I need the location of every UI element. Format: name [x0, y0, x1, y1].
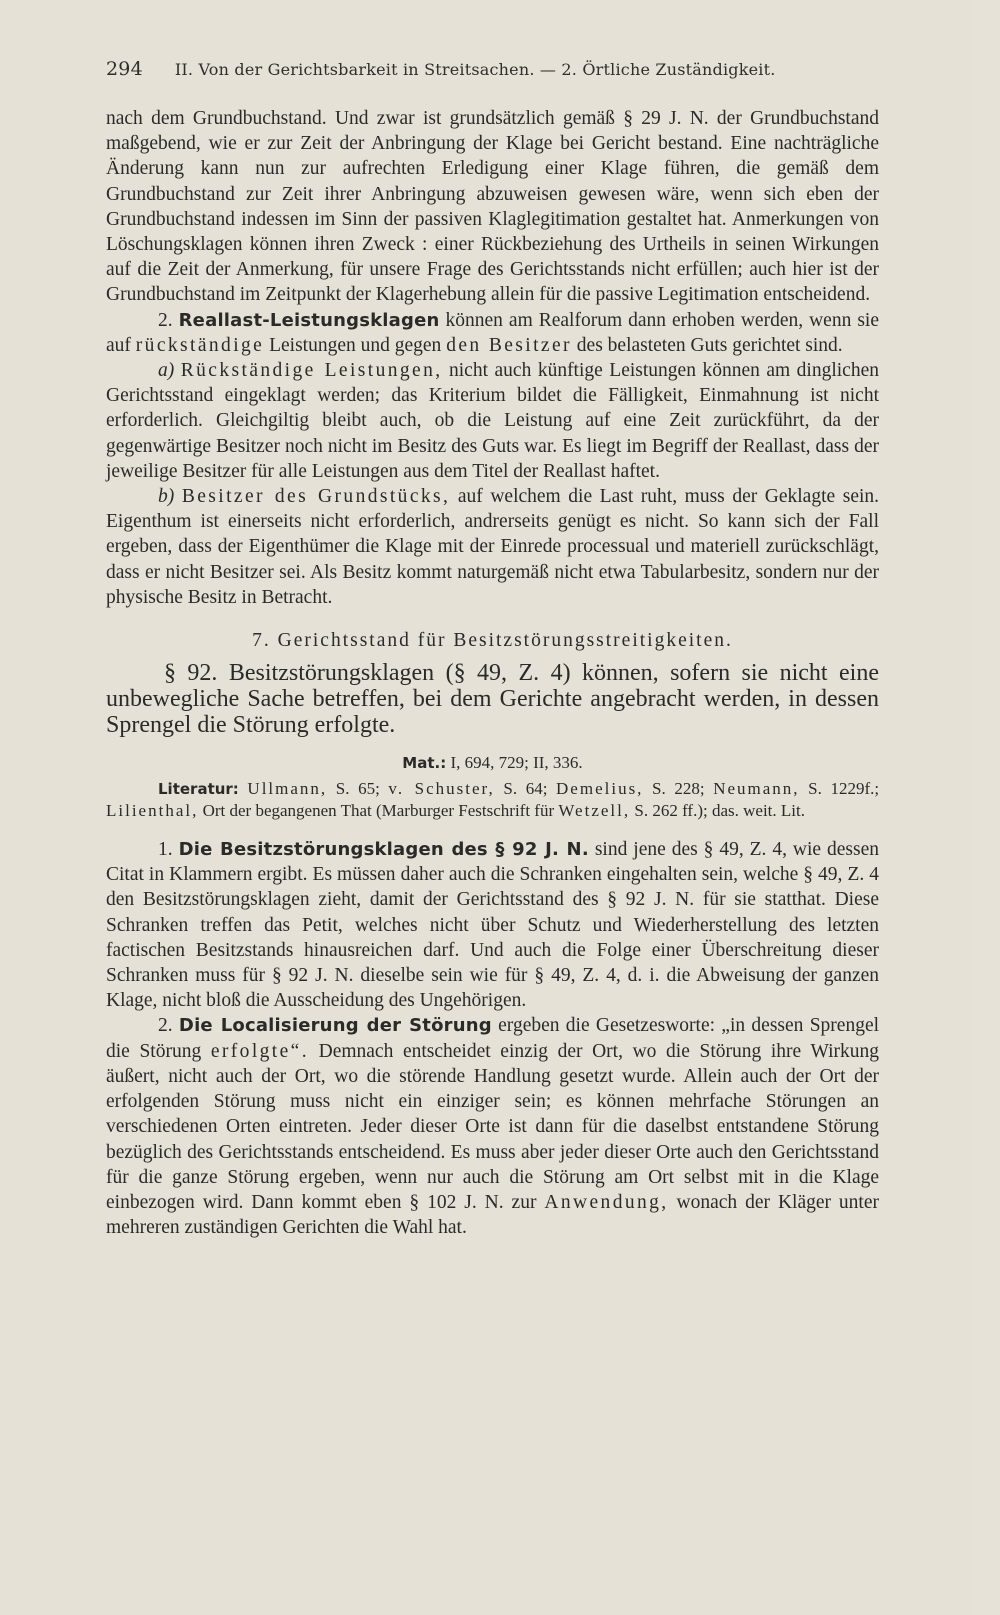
text-block-upper	[106, 106, 879, 610]
item-number: 1.	[158, 839, 173, 861]
paragraph-reallast: 2. Reallast-Leistungsklagen können am Realforum dann erhoben werden, wenn sie auf rückständige Leistungen und gegen den Besitzer des belasteten Guts gerichtet sind.	[106, 309, 879, 356]
paragraph-besitzstoerungsklagen: 1. Die Besitzstörungsklagen des § 92 J. N. sind jene des § 49, Z. 4, wie dessen Citat in Klammern ergibt. Es müssen daher auch die Schranken eingehalten sein, welche § 49, Z. 4 den Besitzstörungsklagen zieht, damit der Gerichtsstand des § 92 J. N. für sie statthat. Diese Schranken treffen das Petit, welches nicht über Schutz und Wiederherstellung des letzten factischen Besitzstands hinausreichen darf. Und auch die Folge einer Überschreitung dieser Schranken muss für § 92 J. N. dieselbe sein wie für § 49, Z. 4, d. i. die Abweisung der ganzen Klage, nicht bloß die Ausscheidung des Ungehörigen.	[106, 839, 880, 1012]
paragraph-localisierung: 2. Die Localisierung der Störung ergeben die Gesetzesworte: „in dessen Sprengel die Störung erfolgte“. Demnach entscheidet einzig der Ort, wo die Störung ihre Wirkung äußert, nicht auch der Ort, wo die störende Handlung gesetzt wurde. Allein auch der Ort der erfolgenden Störung muss nicht ein einziger sein; es können mehrfache Störungen an verschiedenen Orten eintreten. Jeder dieser Orte ist dann für die daselbst entstandene Störung bezüglich des Gerichtsstands entscheidend. Es muss aber jeder dieser Orte auch den Gerichtsstand für die ganze Störung ergeben, wenn nur auch die Störung am Ort selbst mit in die Klage einbezogen wird. Dann kommt eben § 102 J. N. zur Anwendung, wonach der Kläger unter mehreren zuständigen Gerichten die Wahl hat.	[106, 1015, 880, 1239]
text-block-lower	[106, 837, 879, 1240]
item-heading: Die Besitzstörungsklagen des § 92 J. N.	[178, 839, 589, 861]
literature-reference: Literatur: Ullmann, S. 65; v. Schuster, S. 64; Demelius, S. 228; Neumann, S. 1229f.; Lilienthal, Ort der begangenen That (Marburger Festschrift für Wetzell, S. 262 ff.); das. weit. Lit.	[106, 779, 880, 821]
item-number: 2.	[158, 309, 173, 331]
item-number: 2.	[158, 1015, 173, 1037]
statute-paragraph-92: § 92. Besitzstörungsklagen (§ 49, Z. 4) können, sofern sie nicht eine unbewegliche Sache betreffen, bei dem Gerichte angebracht werden, in dessen Sprengel die Störung erfolgte.	[106, 660, 879, 739]
materials-reference: Mat.: I, 694, 729; II, 336.	[402, 753, 583, 773]
sub-label: b)	[158, 486, 175, 508]
item-heading: Die Localisierung der Störung	[178, 1015, 492, 1037]
item-heading: Reallast-Leistungsklagen	[178, 309, 440, 331]
sub-label: a)	[158, 360, 175, 382]
page-number: 294	[106, 58, 143, 80]
running-head	[106, 58, 879, 80]
paragraph-grundbuchstand: nach dem Grundbuchstand. Und zwar ist grundsätzlich gemäß § 29 J. N. der Grundbuchstand maßgebend, wie er zur Zeit der Anbringung der Klage bei Gericht bestand. Eine nachträgliche Änderung kann nun zur aufrechten Erledigung einer Klage führen, die gemäß dem Grundbuchstand zur Zeit ihrer Anbringung abzuweisen gewesen wäre, wenn sich eben der Grundbuchstand indessen im Sinn der passiven Klaglegitimation gestaltet hat. Anmerkungen von Löschungsklagen können ihren Zweck : einer Rückbeziehung des Urtheils in seinen Wirkungen auf die Zeit der Anmerkung, für unsere Frage des Gerichtsstands nicht erfüllen; auch hier ist der Grundbuchstand im Zeitpunkt der Klagerhebung allein für die passive Legitimation entscheidend.	[106, 108, 879, 306]
paragraph-besitzer: b) Besitzer des Grundstücks, auf welchem die Last ruht, muss der Geklagte sein. Eigenthum ist einerseits nicht erforderlich, andrerseits genügt es nicht. So kann sich der Fall ergeben, dass der Eigenthümer die Klage mit der Einrede processual und materiell zurückschlägt, dass er nicht Besitzer sei. Als Besitz kommt naturgemäß nicht etwa Tabularbesitz, sondern nur der physische Besitz in Betracht.	[106, 486, 880, 608]
paragraph-rueckstaendige: a) Rückständige Leistungen, nicht auch künftige Leistungen können am dinglichen Gerichtsstand eingeklagt werden; das Kriterium bildet die Fälligkeit, Einmahnung ist nicht erforderlich. Gleichgiltig bleibt auch, ob die Leistung auf eine Zeit zurückführt, da der gegenwärtige Besitzer noch nicht im Besitz des Guts war. Es liegt im Begriff der Reallast, dass der jeweilige Besitzer für alle Leistungen aus dem Titel der Reallast haftet.	[106, 360, 879, 482]
section-heading: 7. Gerichtsstand für Besitzstörungsstreitigkeiten.	[252, 630, 733, 652]
running-title: II. Von der Gerichtsbarkeit in Streitsachen. — 2. Örtliche Zuständigkeit.	[174, 60, 776, 79]
